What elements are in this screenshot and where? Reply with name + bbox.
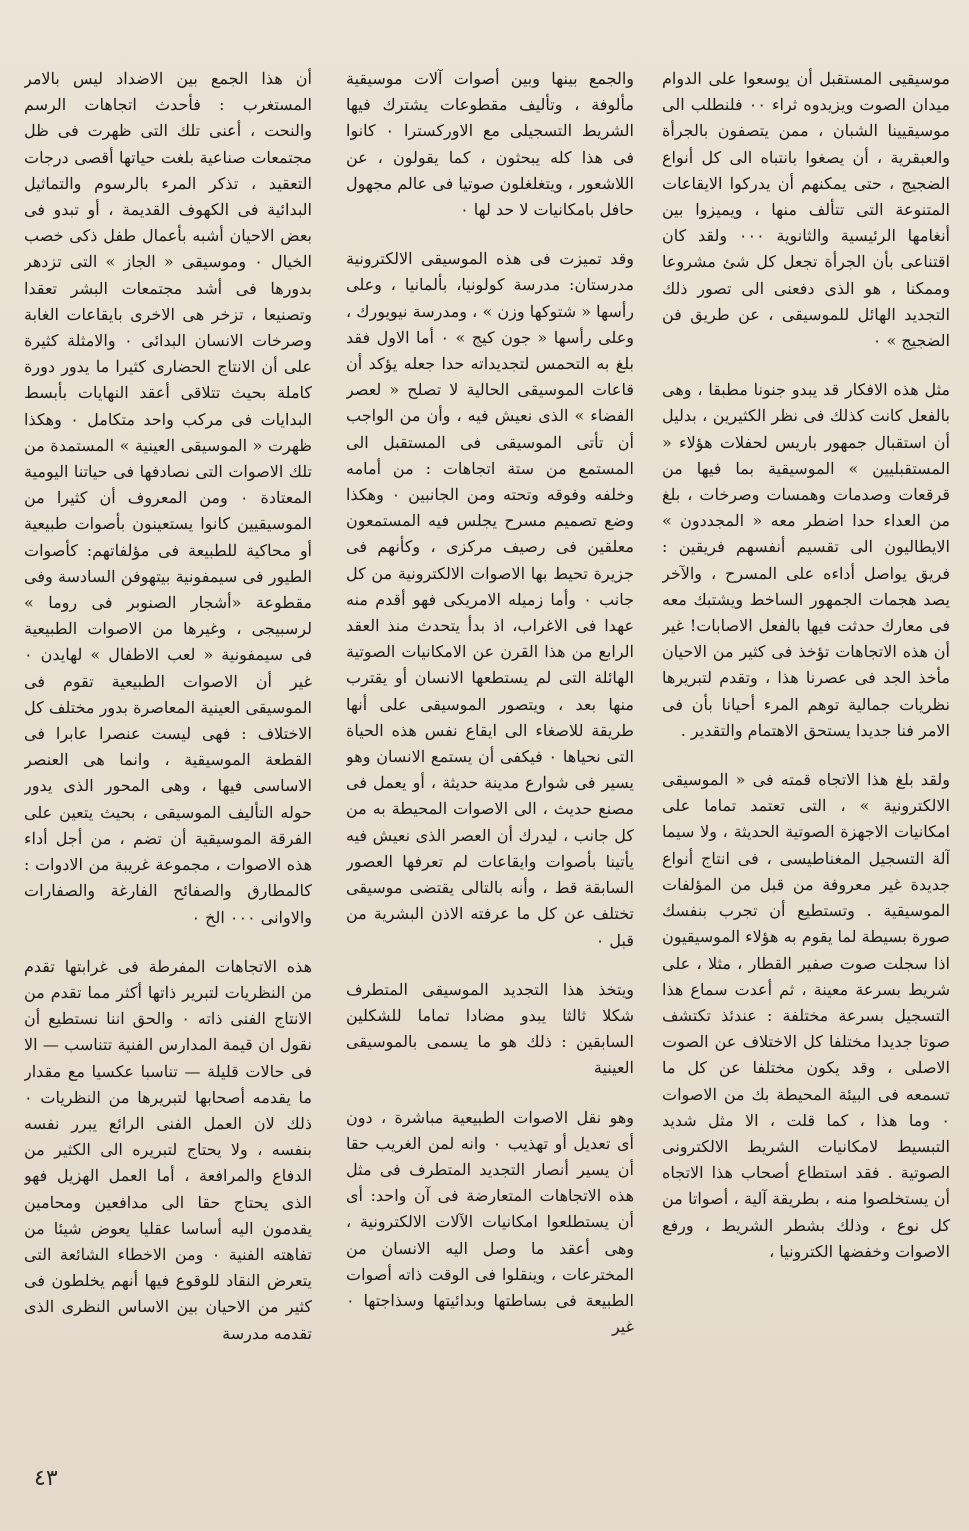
- paragraph: والجمع بينها وبين أصوات آلات موسيقية مألوفة ، وتأليف مقطوعات يشترك فيها الشريط التسجيلى مع الاوركسترا ٠ كانوا فى هذا كله يبحثون ، كما يقولون ، عن اللاشعور ، ويتغلغلون صوتيا فى عالم مجهول حافل بامكانيات لا حد لها ٠: [346, 69, 634, 220]
- paragraph: موسيقيى المستقبل أن يوسعوا على الدوام ميدان الصوت ويزيدوه ثراء ٠٠ فلنطلب الى موسيقيينا الشبان ، ممن يتصفون بالجرأة والعبقرية ، أن يصغوا بانتباه الى كل أنواع الضجيج ، حتى يمكنهم أن يدركوا الايقاعات المتنوعة التى تتألف منها ، ويميزوا بين أنغامها الرئيسية والثانوية ٠٠٠ ولقد كان اقتناعى بأن الجرأة تجعل كل شئ مشروعا وممكنا ، هو الذى دفعنى الى تصور ذلك التجديد الهائل للموسيقى ، عن طريق فن الضجيج » ٠: [662, 69, 950, 351]
- text-column-right: [662, 66, 950, 1466]
- page-number: ٤٣: [34, 1466, 58, 1491]
- paragraph: أن هذا الجمع بين الاضداد ليس بالامر المستغرب : فأحدث اتجاهات الرسم والنحت ، أعنى تلك التى ظهرت فى ظل مجتمعات صناعية بلغت حياتها أقصى درجات التعقيد ، تذكر المرء بالرسوم والتماثيل البدائية فى الكهوف القديمة ، أو تبدو فى بعض الاحيان أشبه بأعمال طفل ذكى خصب الخيال ٠ وموسيقى « الجاز » التى تزدهر بدورها فى أشد مجتمعات البشر تعقدا وتصنيعا ، تزخر هى الاخرى بايقاعات الغابة وصرخات الانسان البدائى ٠ والامثلة كثيرة على أن الانتاج الحضارى كثيرا ما يدور دورة كاملة بحيث تتلاقى أعقد النهايات بأبسط البدايات فى مركب واحد متكامل ٠ وهكذا ظهرت « الموسيقى العينية » المستمدة من تلك الاصوات التى نصادفها فى حياتنا اليومية المعتادة ٠ ومن المعروف أن كثيرا من الموسيقيين كانوا يستعينون بأصوات طبيعية أو محاكية للطبيعة فى مؤلفاتهم: كأصوات الطيور فى سيمفونية بيتهوفن السادسة وفى مقطوعة «أشجار الصنوبر فى روما » لرسبيجى ، وغيرها من الاصوات الطبيعية فى سيمفونية « لعب الاطفال » لهايدن ٠ غير أن الاصوات الطبيعية تقوم فى الموسيقى العينية المعاصرة بدور مختلف كل الاختلاف : فهى ليست عنصرا عابرا فى القطعة الموسيقية ، وانما هى العنصر الاساسى فيها ، وهى المحور الذى يدور حوله التأليف الموسيقى ، بحيث يتعين على الفرقة الموسيقية أن تضم ، من أجل أداء هذه الاصوات ، مجموعة غريبة من الادوات : كالمطارق والصفائح الفارغة والصفارات والاوانى ٠٠٠ الخ ٠: [24, 69, 312, 927]
- paragraph: وقد تميزت فى هذه الموسيقى الالكترونية مدرستان: مدرسة كولونيا، بألمانيا ، وعلى رأسها « شتوكها وزن » ، ومدرسة نيويورك ، وعلى رأسها « جون كيج » ٠ أما الاول فقد بلغ به التحمس لتجديداته حدا جعله يؤكد أن قاعات الموسيقى الحالية لا تصلح « لعصر الفضاء » الذى نعيش فيه ، وأن من الواجب أن تأتى الموسيقى فى المستقبل الى المستمع من ستة اتجاهات : من أمامه وخلفه وفوقه وتحته ومن الجانبين ٠ وهكذا وضع تصميم مسرح يجلس فيه المستمعون معلقين فى رصيف مركزى ، وكأنهم فى جزيرة تحيط بها الاصوات الالكترونية من كل جانب ٠ وأما زميله الامريكى فهو أقدم منه عهدا فى الاغراب، اذ بدأ يتحدث منذ العقد الرابع من هذا القرن عن الامكانيات الصوتية الهائلة التى لم يستطعها الانسان أو يقترب منها بعد ، ويتصور الموسيقى على أنها طريقة للاصغاء الى ايقاع نفس هذه الحياة التى نحياها ٠ فيكفى أن يستمع الانسان وهو يسير فى شوارع مدينة حديثة ، أو يعمل فى مصنع حديث ، الى الاصوات المحيطة به من كل جانب ، ليدرك أن العصر الذى نعيش فيه يأتينا بأصوات وايقاعات لم تعرفها العصور السابقة قط ، وأنه بالتالى يقتضى موسيقى تختلف عن كل ما عرفته الاذن البشرية من قبل ٠: [346, 249, 634, 950]
- paragraph: ويتخذ هذا التجديد الموسيقى المتطرف شكلا ثالثا يبدو مضادا تماما للشكلين السابقين : ذلك هو ما يسمى بالموسيقى العينية: [346, 979, 634, 1078]
- paragraph: ولقد بلغ هذا الاتجاه قمته فى « الموسيقى الالكترونية » ، التى تعتمد تماما على امكانيات الاجهزة الصوتية الحديثة ، ولا سيما آلة التسجيل المغناطيسى ، فى انتاج أنواع جديدة غير معروفة من قبل من المؤلفات الموسيقية . وتستطيع أن تجرب بنفسك صورة بسيطة لما يقوم به هؤلاء الموسيقيون اذا سجلت صوت صفير القطار ، مثلا ، على شريط بسرعة معينة ، ثم أعدت سماع هذا التسجيل بسرعة مختلفة : عندئذ تكتشف صوتا جديدا مختلفا كل الاختلاف عن الصوت الاصلى ، وقد يكون مختلفا عن كل ما تسمعه فى البيئة المحيطة بك من الاصوات ٠ وما هذا ، كما قلت ، الا مثل شديد التبسيط لامكانيات الشريط الالكترونى الصوتية . فقد استطاع أصحاب هذا الاتجاه أن يستخلصوا منه ، بطريقة آلية ، أصواتا من كل نوع ، وذلك بشطر الشريط ، ورفع الاصوات وخفضها الكترونيا ،: [662, 770, 950, 1261]
- paragraph: مثل هذه الافكار قد يبدو جنونا مطبقا ، وهى بالفعل كانت كذلك فى نظر الكثيرين ، بدليل أن استقبال جمهور باريس لحفلات هؤلاء « المستقبليين » الموسيقية بما فيها من قرقعات وصدمات وهمسات وصرخات ، بلغ من العداء حدا اضطر معه « المجددون » الايطاليون الى تقسيم أنفسهم فريقين : فريق يواصل أداءه على المسرح ، والآخر يصد هجمات الجمهور الساخط ويشتبك معه فى معارك حدثت فيها بالفعل الاصابات! غير أن هذه الاتجاهات تؤخذ فى كثير من الاحيان مأخذ الجد فى عصرنا هذا ، وتقدم لتبريرها نظريات جمالية توهم المرء أحيانا بأن فى الامر فنا جديدا يستحق الاهتمام والتقدير .: [662, 380, 950, 740]
- paragraph: هذه الاتجاهات المفرطة فى غرابتها تقدم من النظريات لتبرير ذاتها أكثر مما تقدم من الانتاج الفنى ذاته ٠ والحق اننا نستطيع أن نقول ان قيمة المدارس الفنية تتناسب — الا فى حالات قليلة — تناسبا عكسيا مع مقدار ما يقدمه أصحابها لتبريرها من النظريات ٠ ذلك لان العمل الفنى الرائع يبرر نفسه بنفسه ، ولا يحتاج لتبريره الى الكثير من الدفاع والمرافعة ، أما العمل الهزيل فهو الذى يحتاج حقا الى مدافعين ومحامين يقدمون اليه أساسا عقليا يعوض شيئا من تفاهته الفنية ٠ ومن الاخطاء الشائعة التى يتعرض النقاد للوقوع فيها أنهم يخلطون فى كثير من الاحيان بين الاساس النظرى الذى تقدمه مدرسة: [24, 956, 312, 1343]
- text-column-left: [24, 66, 312, 1466]
- text-column-middle: [346, 66, 634, 1466]
- paragraph: وهو نقل الاصوات الطبيعية مباشرة ، دون أى تعديل أو تهذيب ٠ وانه لمن الغريب حقا أن يسير أنصار التجديد المتطرف فى مثل هذه الاتجاهات المتعارضة فى آن واحد: أى أن يستطلعوا امكانيات الآلات الالكترونية ، وهى أعقد ما وصل اليه الانسان من المخترعات ، وينقلوا فى الوقت ذاته أصوات الطبيعة فى بساطتها وبدائيتها وسذاجتها ٠ غير: [346, 1107, 634, 1337]
